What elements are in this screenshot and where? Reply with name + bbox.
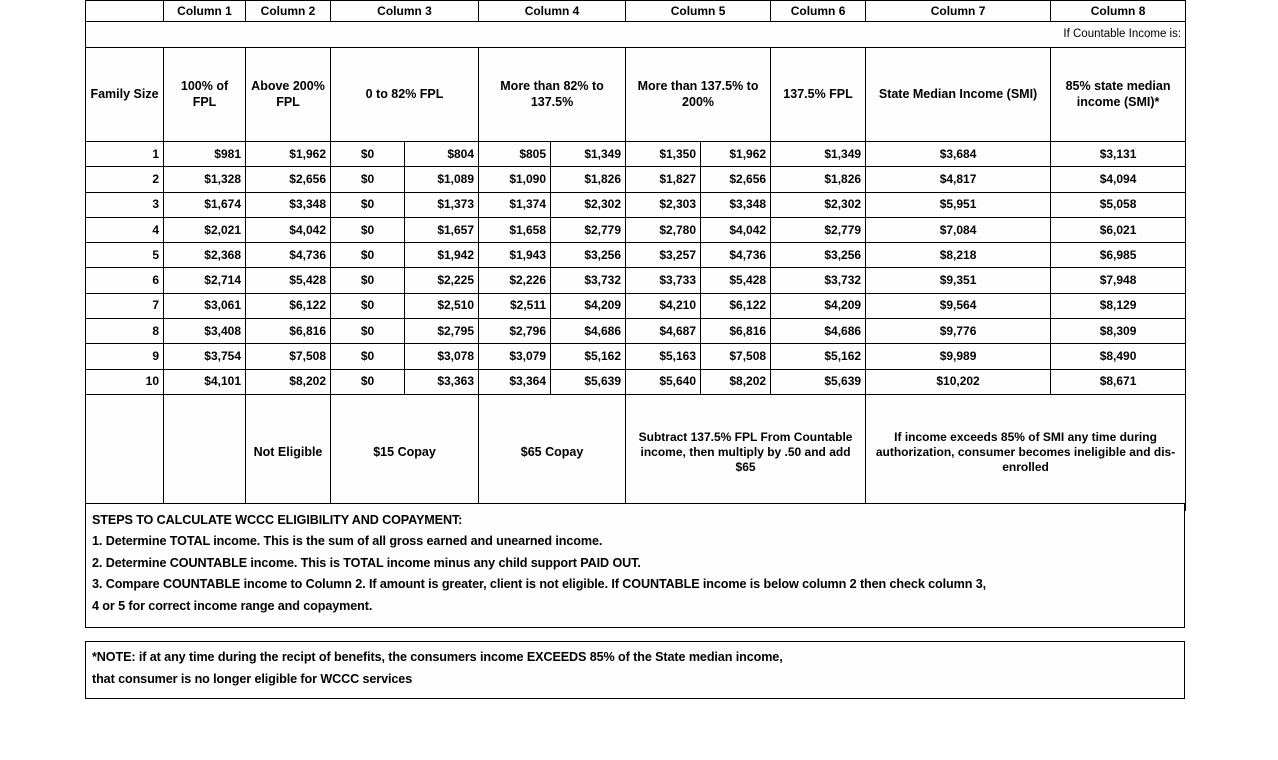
cell-col4-low: $3,364 (479, 369, 551, 394)
cell-col5-high: $4,042 (701, 217, 771, 242)
note-box (85, 641, 1185, 699)
cell-above-200-fpl: $4,736 (246, 243, 331, 268)
cell-state-median-income: $8,218 (866, 243, 1051, 268)
cell-col4-high: $1,349 (551, 142, 626, 167)
cell-above-200-fpl: $6,816 (246, 319, 331, 344)
cell-col4-low: $1,943 (479, 243, 551, 268)
cell-85-percent-smi: $8,671 (1051, 369, 1186, 394)
cell-col4-low: $1,374 (479, 192, 551, 217)
footer-col7-8-smi-rule: If income exceeds 85% of SMI any time during authorization, consumer becomes ineligible and dis-enrolled (866, 394, 1186, 510)
cell-above-200-fpl: $8,202 (246, 369, 331, 394)
column-header-6: Column 6 (771, 1, 866, 22)
cell-85-percent-smi: $6,021 (1051, 217, 1186, 242)
cell-col5-low: $3,257 (626, 243, 701, 268)
cell-col4-high: $2,779 (551, 217, 626, 242)
cell-col5-low: $1,827 (626, 167, 701, 192)
cell-state-median-income: $9,351 (866, 268, 1051, 293)
header-col7-state-median-income: State Median Income (SMI) (866, 48, 1051, 142)
cell-100-fpl: $4,101 (164, 369, 246, 394)
table-row (86, 268, 1186, 293)
cell-state-median-income: $3,684 (866, 142, 1051, 167)
cell-col4-high: $1,826 (551, 167, 626, 192)
footer-family-size (86, 394, 164, 510)
cell-col3-high: $3,078 (405, 344, 479, 369)
header-family-size: Family Size (86, 48, 164, 142)
cell-col5-low: $4,210 (626, 293, 701, 318)
cell-above-200-fpl: $2,656 (246, 167, 331, 192)
cell-col3-high: $804 (405, 142, 479, 167)
steps-line-2: 2. Determine COUNTABLE income. This is TOTAL income minus any child support PAID OUT. (92, 555, 641, 570)
cell-col5-high: $4,736 (701, 243, 771, 268)
column-header-1: Column 1 (164, 1, 246, 22)
column-header-4: Column 4 (479, 1, 626, 22)
cell-col3-high: $1,089 (405, 167, 479, 192)
cell-col4-high: $3,732 (551, 268, 626, 293)
cell-col4-high: $4,209 (551, 293, 626, 318)
cell-col5-low: $2,303 (626, 192, 701, 217)
cell-col3-high: $2,795 (405, 319, 479, 344)
cell-col4-low: $1,090 (479, 167, 551, 192)
table-row (86, 243, 1186, 268)
cell-col3-high: $1,373 (405, 192, 479, 217)
cell-col6-fpl: $2,779 (771, 217, 866, 242)
column-header-5: Column 5 (626, 1, 771, 22)
cell-100-fpl: $2,021 (164, 217, 246, 242)
cell-state-median-income: $9,564 (866, 293, 1051, 318)
cell-col6-fpl: $3,732 (771, 268, 866, 293)
column-header-3: Column 3 (331, 1, 479, 22)
cell-col3-low: $0 (331, 217, 405, 242)
cell-85-percent-smi: $7,948 (1051, 268, 1186, 293)
cell-col5-high: $7,508 (701, 344, 771, 369)
cell-state-median-income: $10,202 (866, 369, 1051, 394)
cell-100-fpl: $1,328 (164, 167, 246, 192)
cell-family-size: 3 (86, 192, 164, 217)
column-header-2: Column 2 (246, 1, 331, 22)
cell-100-fpl: $2,368 (164, 243, 246, 268)
cell-col3-low: $0 (331, 243, 405, 268)
steps-line-1: 1. Determine TOTAL income. This is the sum of all gross earned and unearned income. (92, 534, 603, 549)
cell-col4-low: $1,658 (479, 217, 551, 242)
cell-col5-high: $5,428 (701, 268, 771, 293)
cell-col4-high: $5,639 (551, 369, 626, 394)
cell-col3-low: $0 (331, 319, 405, 344)
header-col2-above-200-fpl: Above 200% FPL (246, 48, 331, 142)
cell-above-200-fpl: $7,508 (246, 344, 331, 369)
cell-100-fpl: $981 (164, 142, 246, 167)
cell-col3-low: $0 (331, 167, 405, 192)
cell-col3-low: $0 (331, 142, 405, 167)
cell-85-percent-smi: $4,094 (1051, 167, 1186, 192)
cell-85-percent-smi: $3,131 (1051, 142, 1186, 167)
cell-col3-low: $0 (331, 268, 405, 293)
cell-col4-low: $805 (479, 142, 551, 167)
table-row (86, 192, 1186, 217)
cell-family-size: 2 (86, 167, 164, 192)
cell-col3-high: $1,942 (405, 243, 479, 268)
column-number-header-row (86, 1, 1186, 22)
cell-col4-high: $3,256 (551, 243, 626, 268)
cell-col3-high: $2,510 (405, 293, 479, 318)
cell-col3-low: $0 (331, 344, 405, 369)
cell-family-size: 10 (86, 369, 164, 394)
header-col4-82-to-137: More than 82% to 137.5% (479, 48, 626, 142)
steps-line-4: 4 or 5 for correct income range and copayment. (92, 598, 373, 613)
cell-col6-fpl: $3,256 (771, 243, 866, 268)
cell-col4-low: $2,226 (479, 268, 551, 293)
table-row (86, 293, 1186, 318)
steps-title: STEPS TO CALCULATE WCCC ELIGIBILITY AND COPAYMENT: (92, 513, 463, 527)
header-col5-137-to-200: More than 137.5% to 200% (626, 48, 771, 142)
cell-state-median-income: $5,951 (866, 192, 1051, 217)
cell-col5-low: $4,687 (626, 319, 701, 344)
description-header-row (86, 48, 1186, 142)
cell-col6-fpl: $5,162 (771, 344, 866, 369)
column-header-7: Column 7 (866, 1, 1051, 22)
cell-col5-low: $1,350 (626, 142, 701, 167)
steps-line-3: 3. Compare COUNTABLE income to Column 2. If amount is greater, client is not eligible. If COUNTABLE income is below column 2 then check column 3, (92, 577, 987, 592)
cell-family-size: 1 (86, 142, 164, 167)
cell-100-fpl: $1,674 (164, 192, 246, 217)
table-row (86, 142, 1186, 167)
steps-instructions-box (85, 503, 1185, 628)
cell-100-fpl: $3,408 (164, 319, 246, 344)
countable-income-band-label: If Countable Income is: (86, 22, 1186, 48)
cell-col3-high: $2,225 (405, 268, 479, 293)
cell-col6-fpl: $4,209 (771, 293, 866, 318)
cell-col4-high: $4,686 (551, 319, 626, 344)
cell-family-size: 5 (86, 243, 164, 268)
cell-state-median-income: $7,084 (866, 217, 1051, 242)
table-row (86, 319, 1186, 344)
footer-col4-copay: $65 Copay (479, 394, 626, 510)
table-row (86, 369, 1186, 394)
corner-cell (86, 1, 164, 22)
footer-copay-row (86, 394, 1186, 510)
footer-col3-copay: $15 Copay (331, 394, 479, 510)
cell-above-200-fpl: $6,122 (246, 293, 331, 318)
cell-col5-high: $3,348 (701, 192, 771, 217)
cell-col6-fpl: $4,686 (771, 319, 866, 344)
cell-col3-low: $0 (331, 369, 405, 394)
cell-100-fpl: $2,714 (164, 268, 246, 293)
cell-col3-high: $3,363 (405, 369, 479, 394)
cell-state-median-income: $9,989 (866, 344, 1051, 369)
footer-col2-not-eligible: Not Eligible (246, 394, 331, 510)
cell-state-median-income: $4,817 (866, 167, 1051, 192)
cell-col5-low: $5,163 (626, 344, 701, 369)
cell-above-200-fpl: $5,428 (246, 268, 331, 293)
table-row (86, 217, 1186, 242)
cell-above-200-fpl: $3,348 (246, 192, 331, 217)
header-col8-85-percent-smi: 85% state median income (SMI)* (1051, 48, 1186, 142)
cell-col3-high: $1,657 (405, 217, 479, 242)
eligibility-table (85, 0, 1186, 511)
cell-col5-high: $6,816 (701, 319, 771, 344)
cell-col3-low: $0 (331, 192, 405, 217)
cell-col5-low: $2,780 (626, 217, 701, 242)
cell-85-percent-smi: $6,985 (1051, 243, 1186, 268)
cell-col5-low: $3,733 (626, 268, 701, 293)
cell-col3-low: $0 (331, 293, 405, 318)
countable-income-band-row (86, 22, 1186, 48)
footer-col5-6-formula: Subtract 137.5% FPL From Countable income, then multiply by .50 and add $65 (626, 394, 866, 510)
cell-col4-high: $5,162 (551, 344, 626, 369)
cell-col6-fpl: $1,349 (771, 142, 866, 167)
cell-100-fpl: $3,061 (164, 293, 246, 318)
cell-100-fpl: $3,754 (164, 344, 246, 369)
cell-family-size: 8 (86, 319, 164, 344)
cell-col6-fpl: $1,826 (771, 167, 866, 192)
cell-above-200-fpl: $4,042 (246, 217, 331, 242)
cell-col6-fpl: $5,639 (771, 369, 866, 394)
cell-col4-high: $2,302 (551, 192, 626, 217)
cell-family-size: 4 (86, 217, 164, 242)
cell-85-percent-smi: $8,309 (1051, 319, 1186, 344)
cell-85-percent-smi: $8,490 (1051, 344, 1186, 369)
cell-col4-low: $2,511 (479, 293, 551, 318)
cell-col4-low: $3,079 (479, 344, 551, 369)
cell-family-size: 7 (86, 293, 164, 318)
table-row (86, 167, 1186, 192)
cell-col5-high: $6,122 (701, 293, 771, 318)
note-line-2: that consumer is no longer eligible for WCCC services (92, 672, 413, 687)
cell-col6-fpl: $2,302 (771, 192, 866, 217)
header-col1-100-fpl: 100% of FPL (164, 48, 246, 142)
cell-above-200-fpl: $1,962 (246, 142, 331, 167)
cell-col5-low: $5,640 (626, 369, 701, 394)
cell-col5-high: $1,962 (701, 142, 771, 167)
cell-family-size: 9 (86, 344, 164, 369)
cell-col4-low: $2,796 (479, 319, 551, 344)
note-line-1: *NOTE: if at any time during the recipt of benefits, the consumers income EXCEEDS 85% of the State median income, (92, 650, 783, 664)
cell-family-size: 6 (86, 268, 164, 293)
cell-85-percent-smi: $8,129 (1051, 293, 1186, 318)
header-col6-137-fpl: 137.5% FPL (771, 48, 866, 142)
cell-state-median-income: $9,776 (866, 319, 1051, 344)
cell-col5-high: $8,202 (701, 369, 771, 394)
cell-col5-high: $2,656 (701, 167, 771, 192)
cell-85-percent-smi: $5,058 (1051, 192, 1186, 217)
table-row (86, 344, 1186, 369)
header-col3-0-to-82-fpl: 0 to 82% FPL (331, 48, 479, 142)
footer-col1 (164, 394, 246, 510)
column-header-8: Column 8 (1051, 1, 1186, 22)
